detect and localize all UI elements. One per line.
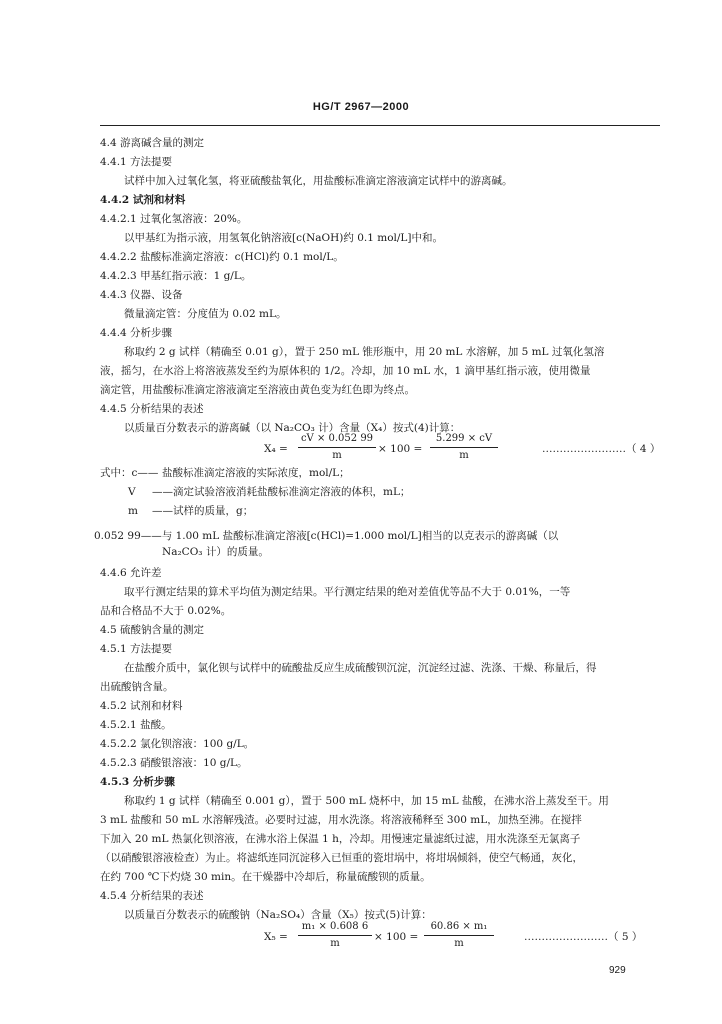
section-heading: 4.5 硫酸钠含量的测定 [100, 624, 205, 636]
paragraph: 微量滴定管：分度值为 0.02 mL。 [124, 308, 287, 320]
paragraph-line: 液，摇匀，在水浴上将溶液蒸发至约为原体积的 1/2。冷却，加 10 mL 水，1 滴甲基红指示液，使用微量 [100, 365, 591, 377]
page-number: 929 [609, 965, 626, 976]
clause-item: 4.5.2.2 氯化钡溶液：100 g/L。 [100, 738, 255, 750]
paragraph-line: 出硫酸钠含量。 [100, 681, 174, 693]
paragraph: 以质量百分数表示的游离碱（以 Na₂CO₃ 计）含量（X₄）按式(4)计算： [124, 422, 461, 434]
formula-lhs: X₄ = [264, 443, 288, 455]
formula-numerator: m₁ × 0.608 6 [301, 921, 369, 932]
header-rule [100, 125, 660, 126]
paragraph-line: 在盐酸介质中，氯化钡与试样中的硫酸盐反应生成硫酸钡沉淀，沉淀经过滤、洗涤、干燥、称量后，得 [124, 662, 597, 674]
fraction-bar [298, 935, 372, 936]
clause-item: 4.5.2.1 盐酸。 [100, 719, 172, 731]
formula-lhs: X₅ = [264, 931, 288, 943]
paragraph-line: 滴定管，用盐酸标准滴定溶液滴定至溶液由黄色变为红色即为终点。 [100, 384, 415, 396]
subsection-heading: 4.4.5 分析结果的表述 [100, 403, 204, 415]
subsection-heading: 4.5.4 分析结果的表述 [100, 890, 204, 902]
subsection-heading: 4.4.2 试剂和材料 [100, 194, 186, 206]
paragraph-line: 品和合格品不大于 0.02%。 [100, 605, 232, 617]
formula-denominator: m [332, 450, 342, 461]
clause-item: 4.4.2.1 过氧化氢溶液：20%。 [100, 213, 248, 225]
clause-item: 4.4.2.3 甲基红指示液：1 g/L。 [100, 270, 252, 282]
clause-item: 4.4.2.2 盐酸标准滴定溶液：c(HCl)约 0.1 mol/L。 [100, 251, 344, 263]
formula-number: ……………………（ 5 ） [524, 931, 643, 943]
formula-denominator: m [330, 938, 340, 949]
paragraph-line: 在约 700 ℃下灼烧 30 min。在干燥器中冷却后，称量硫酸钡的质量。 [100, 871, 431, 883]
subsection-heading: 4.5.3 分析步骤 [100, 776, 175, 788]
formula-number: ……………………（ 4 ） [542, 443, 661, 455]
fraction-bar [298, 447, 376, 448]
formula-numerator: cV × 0.052 99 [300, 433, 374, 444]
formula-middle: × 100 = [378, 443, 423, 455]
subsection-heading: 4.5.1 方法提要 [100, 643, 173, 655]
symbol-label: m [128, 505, 138, 517]
paragraph-line: 下加入 20 mL 热氯化钡溶液，在沸水浴上保温 1 h，冷却。用慢速定量滤纸过滤，用水洗涤至无氯离子 [100, 833, 581, 845]
subsection-heading: 4.4.4 分析步骤 [100, 327, 173, 339]
symbol-definition: ——滴定试验溶液消耗盐酸标准滴定溶液的体积，mL； [152, 486, 411, 498]
paragraph-line: 称取约 2 g 试样（精确至 0.01 g），置于 250 mL 锥形瓶中，用 20 mL 水溶解，加 5 mL 过氧化氢溶 [124, 346, 605, 358]
standard-code-header: HG/T 2967—2000 [312, 101, 410, 113]
fraction-bar [430, 447, 498, 448]
paragraph: 以质量百分数表示的硫酸钠（Na₂SO₄）含量（X₅）按式(5)计算： [124, 909, 432, 921]
formula-numerator: 5.299 × cV [435, 433, 493, 444]
symbol-definition: 0.052 99——与 1.00 mL 盐酸标准滴定溶液[c(HCl)=1.000 mol/L]相当的以克表示的游离碱（以 [94, 530, 559, 542]
section-heading: 4.4 游离碱含量的测定 [100, 137, 205, 149]
clause-item: 4.5.2.3 硝酸银溶液：10 g/L。 [100, 757, 248, 769]
formula-numerator: 60.86 × m₁ [430, 921, 488, 932]
fraction-bar [424, 935, 494, 936]
symbol-definition: ——试样的质量，g； [152, 505, 254, 517]
formula-denominator: m [459, 450, 469, 461]
paragraph-line: 称取约 1 g 试样（精确至 0.001 g），置于 500 mL 烧杯中，加 15 mL 盐酸，在沸水浴上蒸发至干。用 [124, 795, 609, 807]
subsection-heading: 4.4.3 仪器、设备 [100, 289, 183, 301]
subsection-heading: 4.4.6 允许差 [100, 567, 162, 579]
paragraph-line: 3 mL 盐酸和 50 mL 水溶解残渣。必要时过滤，用水洗涤。将溶液稀释至 300 mL，加热至沸。在搅拌 [100, 814, 582, 826]
paragraph-line: （以硝酸银溶液检查）为止。将滤纸连同沉淀移入已恒重的瓷坩埚中，将坩埚倾斜，使空气畅通，灰化， [100, 852, 583, 864]
paragraph: 试样中加入过氧化氢，将亚硫酸盐氧化，用盐酸标准滴定溶液滴定试样中的游离碱。 [124, 175, 513, 187]
symbol-definition: Na₂CO₃ 计）的质量。 [162, 546, 269, 558]
formula-denominator: m [454, 938, 464, 949]
formula-middle: × 100 = [374, 931, 419, 943]
subsection-heading: 4.5.2 试剂和材料 [100, 700, 183, 712]
symbol-label: 式中：c—— [100, 467, 159, 479]
symbol-definition: 盐酸标准滴定溶液的实际浓度，mol/L； [162, 467, 350, 479]
symbol-label: V [128, 486, 136, 498]
subsection-heading: 4.4.1 方法提要 [100, 156, 173, 168]
paragraph: 以甲基红为指示液，用氢氧化钠溶液[c(NaOH)约 0.1 mol/L]中和。 [124, 232, 443, 244]
paragraph-line: 取平行测定结果的算术平均值为测定结果。平行测定结果的绝对差值优等品不大于 0.01%，一等 [124, 586, 571, 598]
